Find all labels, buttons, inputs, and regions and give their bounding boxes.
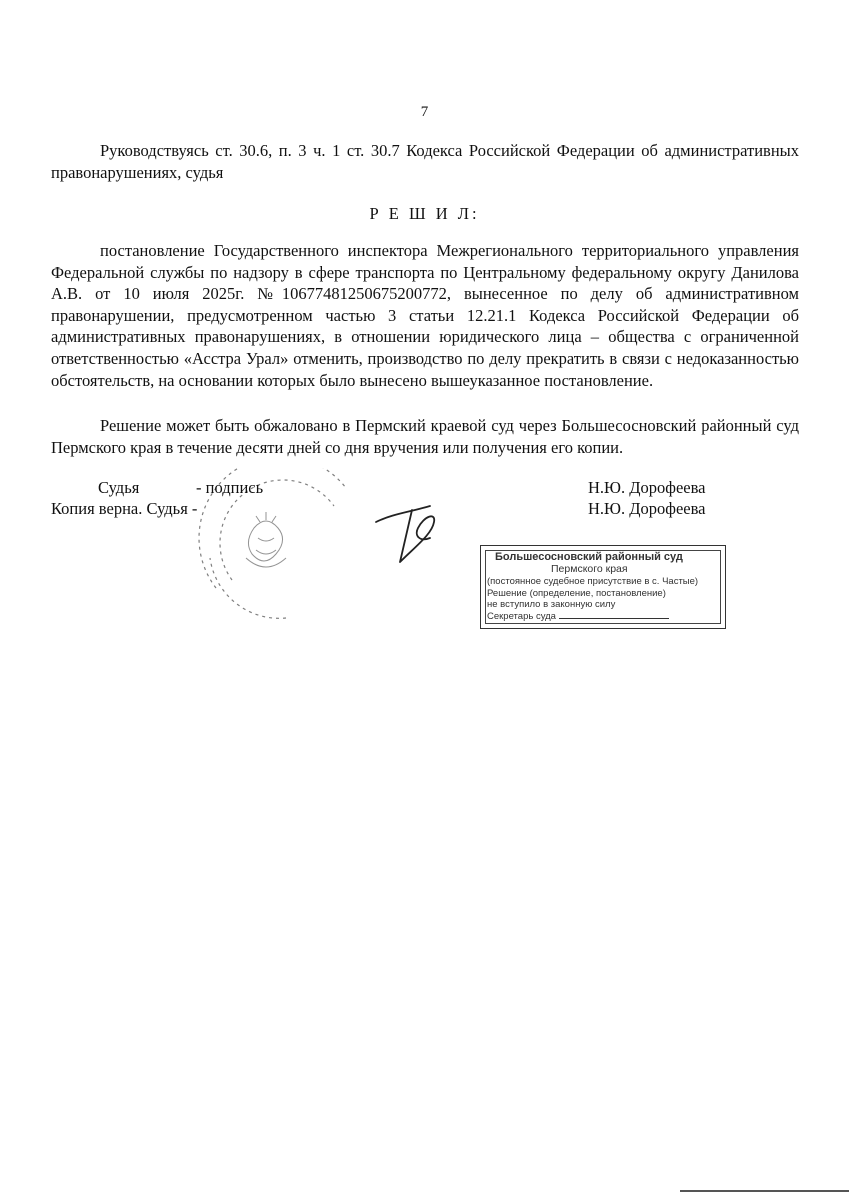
- copy-judge-name: Н.Ю. Дорофеева: [588, 499, 706, 518]
- judge-label: Судья: [98, 478, 140, 497]
- judge-name: Н.Ю. Дорофеева: [588, 478, 706, 497]
- signed-mark: - подпись: [196, 478, 264, 497]
- copy-certified-label: Копия верна. Судья -: [51, 499, 198, 518]
- stamp-presence-line: (постоянное судебное присутствие в с. Частые): [487, 576, 699, 587]
- court-stamp: [480, 545, 726, 629]
- stamp-secretary-line: [487, 610, 669, 622]
- stamp-signature-underline: [559, 610, 669, 619]
- stamp-title: Большесосновский районный суд: [495, 551, 683, 563]
- handwritten-signature-icon: [372, 500, 452, 570]
- stamp-decision-line: Решение (определение, постановление): [487, 588, 666, 599]
- stamp-status-line: не вступило в законную силу: [487, 599, 616, 610]
- appeal-paragraph: Решение может быть обжаловано в Пермский краевой суд через Большесосновский районный суд Пермского края в течение десяти дней со дня вручения или получения его копии.: [51, 416, 799, 457]
- decision-heading: Р Е Ш И Л:: [369, 204, 480, 223]
- intro-paragraph: Руководствуясь ст. 30.6, п. 3 ч. 1 ст. 30.7 Кодекса Российской Федерации об административных правонарушениях, судья: [51, 141, 799, 182]
- stamp-subtitle: Пермского края: [551, 563, 628, 575]
- stamp-secretary-label: Секретарь суда: [487, 611, 556, 622]
- decision-paragraph: постановление Государственного инспектора Межрегионального территориального управления Федеральной службы по надзору в сфере транспорта по Центральному федеральному округу Данилова А.В. от 10 июля 2025г. №10677481250675200772, вынесенное по делу об административном правонарушении, предусмотренном частью 3 статьи 12.21.1 Кодекса Российской Федерации об административных правонарушениях, в отношении юридического лица – общества с ограниченной ответственностью «Асстра Урал» отменить, производство по делу прекратить в связи с недоказанностью обстоятельств, на основании которых было вынесено вышеуказанное постановление.: [51, 241, 799, 390]
- page-number: 7: [420, 104, 429, 120]
- bottom-edge-line: [680, 1190, 849, 1192]
